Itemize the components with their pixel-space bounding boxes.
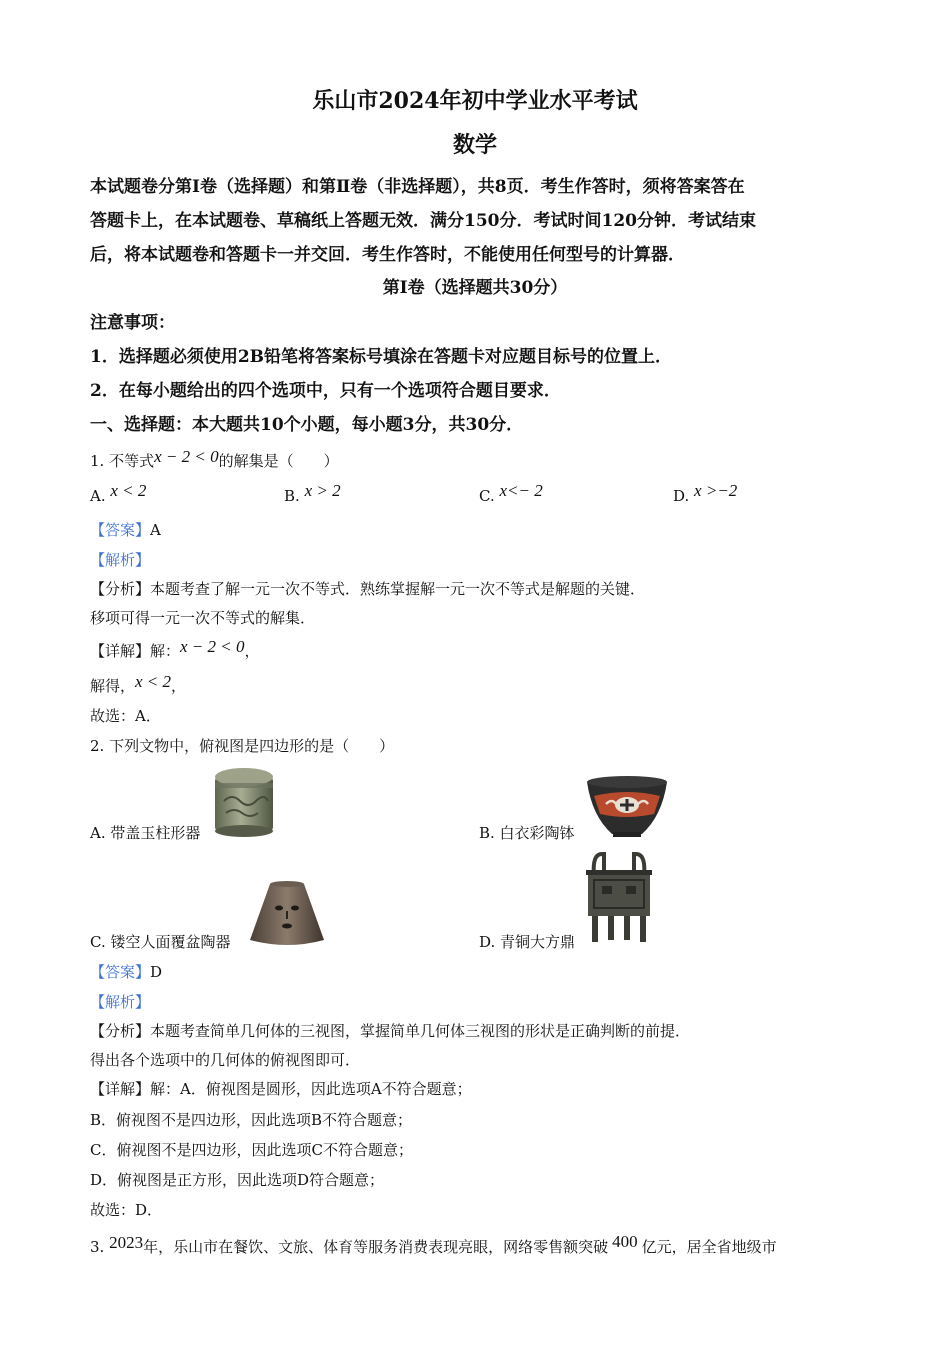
q2-analysis-2: 得出各个选项中的几何体的俯视图即可．	[90, 1051, 361, 1069]
q1-analysis-1: 【分析】本题考查了解一元一次不等式．熟练掌握解一元一次不等式是解题的关键．	[90, 580, 646, 598]
answer-tag: 【答案】	[90, 521, 151, 539]
intro-line-3: 后，将本试题卷和答题卡一并交回．考生作答时，不能使用任何型号的计算器．	[90, 245, 685, 265]
section-heading: 一、选择题：本大题共10个小题，每小题3分，共30分．	[90, 415, 524, 435]
note-2: 2．在每小题给出的四个选项中，只有一个选项符合题目要求．	[90, 381, 561, 401]
q1-solve-math: x < 2	[135, 672, 172, 691]
q2-detail-2: B．俯视图不是四边形，因此选项B不符合题意；	[90, 1111, 413, 1129]
q1-option-c-math: x<− 2	[499, 481, 543, 500]
intro-line-2: 答题卡上，在本试题卷、草稿纸上答题无效．满分150分．考试时间120分钟．考试结束	[90, 211, 756, 231]
q1-detail-math: x − 2 < 0	[180, 637, 245, 656]
q1-option-d: D. x >−2	[673, 481, 738, 505]
q1-analysis-tag: 【解析】	[90, 551, 151, 569]
q1-detail: 【详解】解：x − 2 < 0，	[90, 637, 260, 660]
jade-cylinder-image	[212, 765, 276, 839]
q1-solve: 解得，x < 2，	[90, 672, 187, 695]
q2-analysis-1: 【分析】本题考查简单几何体的三视图，掌握简单几何体三视图的形状是正确判断的前提．	[90, 1022, 691, 1040]
q1-option-b: B. x > 2	[284, 481, 341, 505]
q2-stem: 2. 下列文物中，俯视图是四边形的是（ ）	[90, 737, 395, 755]
notes-title: 注意事项：	[90, 313, 175, 333]
exam-title: 乐山市2024年初中学业水平考试	[312, 88, 638, 114]
intro-line-1: 本试题卷分第Ⅰ卷（选择题）和第Ⅱ卷（非选择题），共8页．考生作答时，须将答案答在	[90, 177, 745, 197]
q1-stem	[90, 447, 339, 471]
q1-stem-math: x − 2 < 0	[154, 447, 219, 466]
q1-option-d-math: x >−2	[694, 481, 738, 500]
q2-detail-4: D．俯视图是正方形，因此选项D符合题意；	[90, 1171, 385, 1189]
q1-option-a: A. x < 2	[90, 481, 147, 505]
part1-heading: 第Ⅰ卷（选择题共30分）	[382, 278, 568, 298]
q1-answer	[90, 519, 161, 540]
q3-year: 2023	[109, 1233, 144, 1252]
q2-choose: 故选：D．	[90, 1201, 163, 1219]
q3-stem: 3. 2023年，乐山市在餐饮、文旅、体育等服务消费表现亮眼，网络零售额突破 400 亿元，居全省地级市	[90, 1232, 777, 1256]
q1-option-c: C. x<− 2	[479, 481, 543, 505]
q2-answer	[90, 961, 162, 982]
q2-option-b: B. 白衣彩陶钵	[479, 824, 575, 842]
q2-detail-3: C．俯视图不是四边形，因此选项C不符合题意；	[90, 1141, 413, 1159]
pottery-bowl-image	[584, 774, 670, 840]
q2-detail-1: 【详解】解：A．俯视图是圆形，因此选项A不符合题意；	[90, 1080, 472, 1098]
answer-tag: 【答案】	[90, 963, 151, 981]
q2-answer-value: D	[150, 963, 163, 981]
q1-option-b-math: x > 2	[304, 481, 341, 500]
q2-option-d: D. 青铜大方鼎	[479, 933, 576, 951]
note-1: 1．选择题必须使用2B铅笔将答案标号填涂在答题卡对应题目标号的位置上．	[90, 347, 673, 367]
q1-choose: 故选：A．	[90, 707, 161, 725]
q1-stem-pre: 1. 不等式	[90, 452, 155, 470]
pottery-mask-image	[248, 880, 326, 946]
q3-amount: 400	[612, 1232, 638, 1251]
q2-analysis-tag: 【解析】	[90, 993, 151, 1011]
bronze-ding-image	[584, 852, 654, 944]
q1-answer-value: A	[150, 521, 161, 539]
q2-option-a: A. 带盖玉柱形器	[90, 824, 201, 842]
q1-option-a-math: x < 2	[110, 481, 147, 500]
q1-analysis-2: 移项可得一元一次不等式的解集．	[90, 609, 316, 627]
q2-option-c: C. 镂空人面覆盆陶器	[90, 933, 231, 951]
q1-stem-post: 的解集是（ ）	[218, 452, 339, 470]
subject-title: 数学	[452, 132, 497, 158]
